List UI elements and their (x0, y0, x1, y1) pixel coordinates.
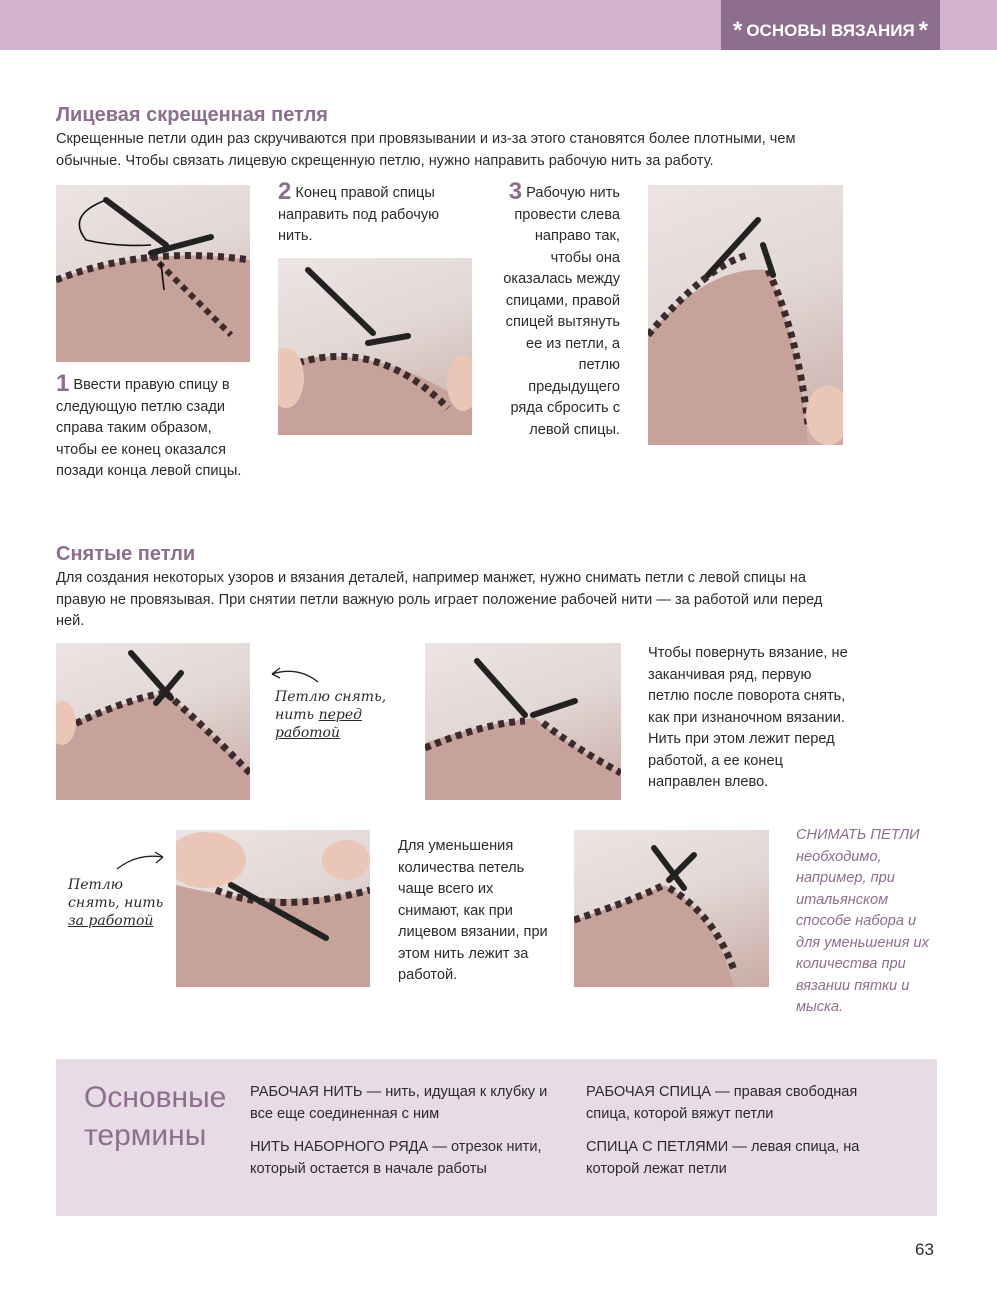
term-holding-needle: СПИЦА С ПЕТЛЯМИ — левая спица, на которой лежат петли (586, 1139, 860, 1177)
page-number: 63 (915, 1240, 934, 1259)
slip-back-note (68, 876, 168, 930)
slipped-stitches-intro: Для создания некоторых узоров и вязания деталей, например манжет, нужно снимать петли с левой спицы на правую не провязывая. При снятии петли важную роль играет положение рабочей нити — за работой или перед ней. (56, 570, 823, 629)
step1-number: 1 (56, 370, 70, 397)
step2-photo (278, 258, 472, 435)
term-working-yarn: РАБОЧАЯ НИТЬ — нить, идущая к клубку и все еще соединенная с ним (250, 1084, 548, 1122)
step2-text (278, 178, 468, 248)
star-icon: * (732, 17, 743, 44)
slip-front-note-line2b: перед (318, 707, 363, 723)
step1-text (56, 370, 256, 483)
arrow-icon (268, 662, 320, 686)
terms-box (56, 1059, 937, 1216)
slipped-stitches-heading: Снятые петли (56, 543, 196, 565)
slip-front-note-line2a: нить (275, 707, 315, 723)
arrow-icon (115, 849, 167, 873)
term-working-needle: РАБОЧАЯ СПИЦА — правая свободная спица, которой вяжут петли (586, 1084, 858, 1122)
slip-back-photo (176, 830, 370, 987)
terms-title-line2: термины (84, 1119, 207, 1152)
slip-front-note-line1: Петлю снять, (275, 689, 387, 705)
crossed-stitch-heading: Лицевая скрещенная петля (56, 104, 328, 126)
step2-desc: Конец правой спицы направить под рабочую нить. (278, 185, 440, 244)
slip-front-note (275, 688, 395, 742)
step2-number: 2 (278, 178, 292, 205)
decrease-text: Для уменьшения количества петель чаще всего их снимают, как при лицевом вязании, при этом нить лежит за работой. (398, 838, 548, 983)
crossed-stitch-intro: Скрещенные петли один раз скручиваются при провязывании и из-за этого становятся более плотными, чем обычные. Чтобы связать лицевую скрещенную петлю, нужно направить рабочую нить за работу. (56, 131, 796, 169)
term-cast-on-tail: НИТЬ НАБОРНОГО РЯДА — отрезок нити, который остается в начале работы (250, 1139, 542, 1177)
terms-title (84, 1079, 226, 1155)
terms-title-line1: Основные (84, 1081, 227, 1114)
slip-back-note-line3: за работой (68, 913, 154, 929)
slip-front-photo (56, 643, 250, 800)
section-tab (721, 0, 940, 50)
step3-text (496, 178, 620, 441)
step1-desc: Ввести правую спицу в следующую петлю сзади справа таким образом, чтобы ее конец оказался позади конца левой спицы. (56, 377, 242, 479)
slip-front-note-line3: работой (275, 725, 341, 741)
turn-text: Чтобы повернуть вязание, не заканчивая ряд, первую петлю после поворота снять, как при изнаночном вязании. Нить при этом лежит перед работой, а ее конец направлен влево. (648, 645, 848, 790)
slip-back-note-line1: Петлю (68, 877, 124, 893)
step1-photo (56, 185, 250, 362)
turn-photo (425, 643, 621, 800)
star-icon: * (918, 17, 929, 44)
step3-desc: Рабочую нить провести слева направо так, чтобы она оказалась между спицами, правой спицей вытянуть ее из петли, а петлю предыдущего ряда сбросить с левой спицы. (503, 185, 620, 438)
step3-number: 3 (508, 178, 523, 205)
slip-back-note-line2: снять, нить (68, 895, 164, 911)
side-note: СНИМАТЬ ПЕТЛИ необходимо, например, при итальянском способе набора и для уменьшения их количества при вязании пятки и мыска. (796, 827, 929, 1015)
decrease-photo (574, 830, 769, 987)
section-title: ОСНОВЫ ВЯЗАНИЯ (746, 21, 915, 40)
step3-photo (648, 185, 843, 445)
